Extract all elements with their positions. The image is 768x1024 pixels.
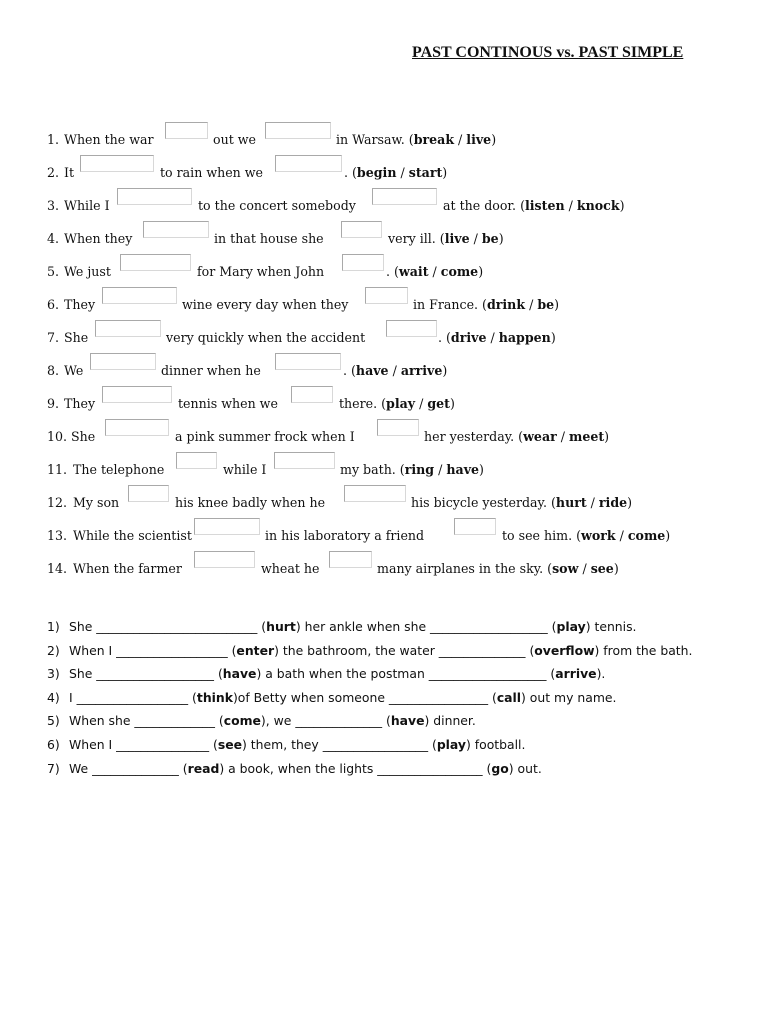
sentence-text: It bbox=[64, 165, 75, 180]
item-number: 14. bbox=[47, 561, 68, 576]
exercise-row bbox=[47, 118, 737, 151]
exercise-row bbox=[47, 481, 737, 514]
sentence-text: in his laboratory a friend bbox=[265, 528, 425, 543]
answer-box[interactable] bbox=[120, 254, 191, 271]
answer-box[interactable] bbox=[117, 188, 192, 205]
sentence-text: there. (play / get) bbox=[339, 396, 455, 411]
sentence-text: in France. (drink / be) bbox=[413, 297, 560, 312]
sentence-text: very quickly when the accident bbox=[166, 330, 366, 345]
item-number: 5. bbox=[47, 264, 60, 279]
exercise-item bbox=[47, 709, 723, 733]
exercise-row bbox=[47, 514, 737, 547]
answer-box[interactable] bbox=[143, 221, 209, 238]
sentence-text: very ill. (live / be) bbox=[388, 231, 504, 246]
sentence-text: My son bbox=[73, 495, 120, 510]
sentence-text: When the farmer bbox=[73, 561, 182, 576]
exercise-row bbox=[47, 547, 737, 580]
item-number: 6. bbox=[47, 297, 60, 312]
item-number: 11. bbox=[47, 462, 68, 477]
answer-box[interactable] bbox=[128, 485, 169, 502]
item-number: 2. bbox=[47, 165, 60, 180]
answer-box[interactable] bbox=[274, 452, 335, 469]
item-number: 3. bbox=[47, 198, 60, 213]
answer-box[interactable] bbox=[165, 122, 208, 139]
item-number: 5) bbox=[47, 713, 60, 729]
sentence-text: to the concert somebody bbox=[198, 198, 356, 213]
item-number: 4) bbox=[47, 689, 60, 705]
sentence-text: They bbox=[64, 396, 96, 411]
answer-box[interactable] bbox=[275, 353, 341, 370]
worksheet-title: PAST CONTINOUS vs. PAST SIMPLE bbox=[412, 44, 684, 61]
sentence-text: my bath. (ring / have) bbox=[340, 462, 484, 477]
sentence-text: dinner when he bbox=[161, 363, 261, 378]
answer-box[interactable] bbox=[344, 485, 406, 502]
sentence-text: While the scientist bbox=[73, 528, 192, 543]
exercise-row bbox=[47, 316, 737, 349]
sentence-text: She bbox=[64, 330, 89, 345]
item-number: 13. bbox=[47, 528, 68, 543]
sentence-text: . (have / arrive) bbox=[343, 363, 448, 378]
sentence-text: for Mary when John bbox=[197, 264, 325, 279]
answer-box[interactable] bbox=[342, 254, 384, 271]
answer-box[interactable] bbox=[90, 353, 156, 370]
exercise-row bbox=[47, 184, 737, 217]
gap-fill-exercise bbox=[47, 118, 737, 580]
answer-box[interactable] bbox=[291, 386, 333, 403]
answer-box[interactable] bbox=[329, 551, 372, 568]
item-number: 2) bbox=[47, 642, 60, 658]
answer-box[interactable] bbox=[377, 419, 419, 436]
sentence-text: in that house she bbox=[214, 231, 324, 246]
answer-box[interactable] bbox=[341, 221, 382, 238]
exercise-row bbox=[47, 448, 737, 481]
answer-box[interactable] bbox=[454, 518, 496, 535]
sentence-text: I __________________ (think)of Betty when someone ________________ (call) out my name. bbox=[69, 689, 617, 705]
answer-box[interactable] bbox=[372, 188, 437, 205]
exercise-row bbox=[47, 250, 737, 283]
exercise-row bbox=[47, 382, 737, 415]
sentence-text: The telephone bbox=[73, 462, 165, 477]
item-number: 7) bbox=[47, 760, 60, 776]
sentence-text: They bbox=[64, 297, 96, 312]
sentence-text: When I __________________ (enter) the bathroom, the water ______________ (overflow) from the bath. bbox=[69, 642, 693, 658]
sentence-text: When the war bbox=[64, 132, 154, 147]
sentence-text: a pink summer frock when I bbox=[175, 429, 355, 444]
sentence-text: her yesterday. (wear / meet) bbox=[424, 429, 610, 444]
exercise-item bbox=[47, 662, 723, 686]
exercise-row bbox=[47, 217, 737, 250]
exercise-item bbox=[47, 757, 723, 781]
fill-in-exercise bbox=[47, 615, 723, 780]
sentence-text: . (wait / come) bbox=[386, 264, 484, 279]
item-number: 3) bbox=[47, 666, 60, 682]
sentence-text: wheat he bbox=[261, 561, 320, 576]
item-number: 4. bbox=[47, 231, 60, 246]
exercise-row bbox=[47, 151, 737, 184]
exercise-row bbox=[47, 283, 737, 316]
sentence-text: . (drive / happen) bbox=[438, 330, 556, 345]
sentence-text: his bicycle yesterday. (hurt / ride) bbox=[411, 495, 633, 510]
sentence-text: to see him. (work / come) bbox=[502, 528, 671, 543]
item-number: 6) bbox=[47, 736, 60, 752]
exercise-row bbox=[47, 349, 737, 382]
answer-box[interactable] bbox=[365, 287, 408, 304]
sentence-text: We bbox=[64, 363, 84, 378]
item-number: 12. bbox=[47, 495, 68, 510]
item-number: 9. bbox=[47, 396, 60, 411]
item-number: 1. bbox=[47, 132, 60, 147]
sentence-text: She __________________________ (hurt) her ankle when she ___________________ (play) tennis. bbox=[69, 619, 637, 634]
exercise-item bbox=[47, 639, 723, 663]
answer-box[interactable] bbox=[265, 122, 331, 139]
answer-box[interactable] bbox=[95, 320, 161, 337]
exercise-row bbox=[47, 415, 737, 448]
sentence-text: wine every day when they bbox=[182, 297, 349, 312]
sentence-text: to rain when we bbox=[160, 165, 264, 180]
answer-box[interactable] bbox=[194, 518, 260, 535]
sentence-text: at the door. (listen / knock) bbox=[443, 198, 625, 213]
item-number: 7. bbox=[47, 330, 60, 345]
answer-box[interactable] bbox=[275, 155, 342, 172]
answer-box[interactable] bbox=[102, 386, 172, 403]
sentence-text: his knee badly when he bbox=[175, 495, 326, 510]
sentence-text: . (begin / start) bbox=[344, 165, 448, 180]
exercise-item bbox=[47, 615, 723, 639]
answer-box[interactable] bbox=[80, 155, 154, 172]
answer-box[interactable] bbox=[105, 419, 169, 436]
sentence-text: When she _____________ (come), we ______________ (have) dinner. bbox=[69, 713, 476, 729]
item-number: 8. bbox=[47, 363, 60, 378]
answer-box[interactable] bbox=[194, 551, 255, 568]
sentence-text: out we bbox=[213, 132, 256, 147]
sentence-text: She ___________________ (have) a bath when the postman ___________________ (arrive). bbox=[69, 666, 606, 682]
sentence-text: while I bbox=[223, 462, 267, 477]
sentence-text: We ______________ (read) a book, when the lights _________________ (go) out. bbox=[69, 760, 542, 776]
sentence-text: When they bbox=[64, 231, 133, 246]
sentence-text: many airplanes in the sky. (sow / see) bbox=[377, 561, 619, 576]
sentence-text: When I _______________ (see) them, they _________________ (play) football. bbox=[69, 736, 526, 752]
sentence-text: in Warsaw. (break / live) bbox=[336, 132, 497, 147]
answer-box[interactable] bbox=[386, 320, 437, 337]
exercise-item bbox=[47, 686, 723, 710]
answer-box[interactable] bbox=[176, 452, 217, 469]
item-number: 1) bbox=[47, 619, 60, 634]
sentence-text: tennis when we bbox=[178, 396, 278, 411]
exercise-item bbox=[47, 733, 723, 757]
sentence-text: We just bbox=[64, 264, 111, 279]
answer-box[interactable] bbox=[102, 287, 177, 304]
item-number: 10. bbox=[47, 429, 68, 444]
sentence-text: While I bbox=[64, 198, 110, 213]
sentence-text: She bbox=[71, 429, 96, 444]
